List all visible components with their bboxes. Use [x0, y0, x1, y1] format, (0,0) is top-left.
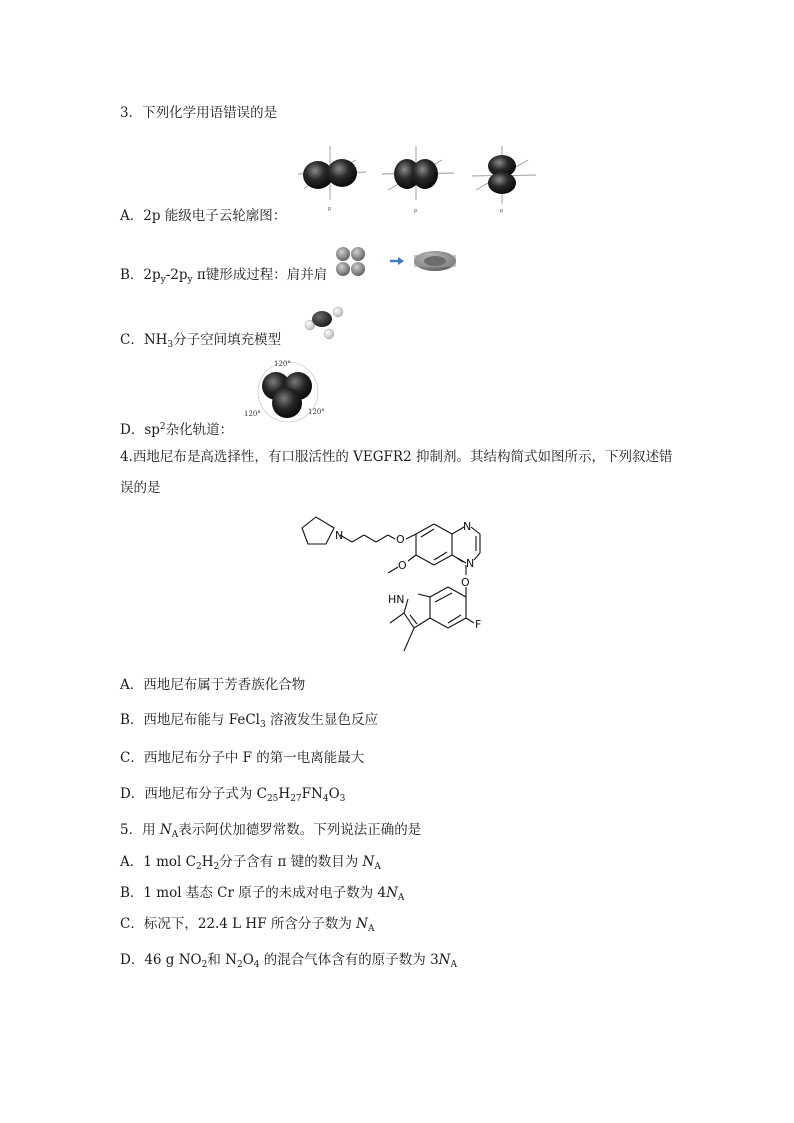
- q5-option-a-s2: 2: [213, 862, 220, 872]
- sp2-angle-left: 120°: [244, 410, 261, 418]
- q5-stem-sub: A: [171, 830, 179, 840]
- q3-stem: 3．下列化学用语错误的是: [120, 105, 278, 121]
- q3-option-d-prefix: D．sp: [120, 422, 160, 438]
- q4-option-d-prefix: D．西地尼布分子式为 C: [120, 786, 267, 802]
- p-orbital-figure: [290, 142, 546, 216]
- p-orbital-svg: [290, 142, 546, 216]
- mol-label-n3: N: [466, 557, 475, 570]
- svg-text:p: p: [414, 208, 418, 214]
- q3-option-c-suffix: 分子空间填充模型: [173, 332, 282, 348]
- mol-label-hn: HN: [388, 593, 405, 606]
- q4-option-d: [120, 785, 345, 803]
- q5-stem-prefix: 5．用: [120, 822, 160, 838]
- q5-option-b-sub: A: [397, 893, 405, 903]
- q4-stem-line2: 误的是: [120, 480, 161, 496]
- q4-option-c: C．西地尼布分子中 F 的第一电离能最大: [120, 750, 365, 766]
- pi-bond-figure: [334, 246, 464, 278]
- q5-option-b: [120, 884, 404, 902]
- mol-label-o2: O: [398, 559, 407, 572]
- sp2-orbital-figure: [240, 358, 330, 426]
- q5-option-d-prefix: D．46 g NO: [120, 952, 202, 968]
- svg-text:p: p: [328, 206, 332, 212]
- q5-option-d-mid: 和 N: [207, 952, 237, 968]
- q5-option-d: [120, 951, 457, 969]
- mol-label-n1: N: [335, 529, 344, 542]
- q4-option-d-m1: H: [278, 786, 291, 802]
- q5-option-d-s2: 2: [236, 960, 243, 970]
- q4-option-b-sub: 3: [259, 720, 266, 730]
- sp2-angle-right: 120°: [308, 408, 325, 416]
- q5-option-c-prefix: C．标况下，22.4 L HF 所含分子数为: [120, 916, 357, 932]
- q3-option-b-suffix: π键形成过程：肩并肩: [192, 267, 328, 283]
- q5-option-d-suffix: 的混合气体含有的原子数为 3: [259, 952, 439, 968]
- q4-option-d-s2: 27: [290, 794, 302, 804]
- q4-option-b-suffix: 溶液发生显色反应: [265, 712, 379, 728]
- q5-option-a-m1: H: [201, 854, 214, 870]
- q3-option-d-sup: 2: [159, 422, 166, 432]
- q5-option-c-n: N: [356, 916, 368, 932]
- q5-option-d-sub: A: [450, 960, 457, 970]
- q5-option-c-sub: A: [367, 924, 375, 934]
- q4-option-b-prefix: B．西地尼布能与 FeCl: [120, 712, 260, 728]
- q3-option-b-prefix: B．2p: [120, 267, 161, 283]
- q3-option-d: [120, 421, 233, 439]
- q5-option-b-prefix: B．1 mol 基态 Cr 原子的未成对电子数为 4: [120, 885, 387, 901]
- mol-label-o3: O: [461, 576, 470, 589]
- q4-stem-line1: 4.西地尼布是高选择性，有口服活性的 VEGFR2 抑制剂。其结构简式如图所示，下列叙述错: [120, 449, 673, 465]
- right-arrow-icon: [390, 257, 404, 265]
- q5-option-d-m2: O: [242, 952, 254, 968]
- q3-option-b-sub1: y: [160, 275, 166, 285]
- sp2-orbital-svg: [240, 358, 330, 426]
- q3-option-c-sub: 3: [167, 340, 174, 350]
- cediranib-svg: [300, 505, 510, 660]
- py-orbital: [382, 146, 454, 214]
- q5-option-a-s1: 2: [196, 862, 202, 872]
- mol-label-f: F: [475, 618, 482, 631]
- q4-option-d-m3: O: [328, 786, 340, 802]
- mol-label-o1: O: [396, 533, 405, 546]
- q3-option-d-suffix: 杂化轨道：: [165, 422, 234, 438]
- q3-option-c-prefix: C．NH: [120, 332, 168, 348]
- mol-label-n2: N: [463, 520, 472, 533]
- q4-option-d-m2: FN: [301, 786, 323, 802]
- px-orbital: [298, 146, 366, 212]
- q4-option-d-s4: 3: [339, 794, 346, 804]
- q4-option-a: A．西地尼布属于芳香族化合物: [120, 677, 306, 693]
- q3-option-a: [120, 207, 286, 225]
- svg-text:p: p: [500, 208, 504, 214]
- q5-option-a: [120, 853, 381, 871]
- pz-orbital: [472, 146, 536, 214]
- q5-stem: [120, 821, 421, 839]
- q5-stem-suffix: 表示阿伏加德罗常数。下列说法正确的是: [178, 822, 422, 838]
- q3-option-b-sub2: y: [187, 275, 193, 285]
- q5-option-a-prefix: A．1 mol C: [120, 854, 196, 870]
- q5-option-d-n: N: [438, 952, 451, 968]
- q5-option-d-s1: 2: [201, 960, 208, 970]
- q4-option-d-s1: 25: [266, 794, 279, 804]
- q4-option-b: [120, 711, 378, 729]
- q4-option-d-s3: 4: [322, 794, 329, 804]
- q3-option-b: [120, 266, 327, 284]
- sp2-angle-top: 120°: [274, 360, 291, 368]
- q5-stem-n: N: [159, 822, 172, 838]
- q3-option-a-text: A．2p 能级电子云轮廓图：: [120, 208, 287, 224]
- q5-option-d-s3: 4: [253, 960, 260, 970]
- cediranib-structure: [300, 505, 510, 660]
- q3-option-b-mid: -2p: [165, 267, 188, 283]
- q5-option-a-mid: 分子含有 π 键的数目为: [219, 854, 363, 870]
- pi-bond-svg: [334, 246, 464, 278]
- nh3-model-figure: [303, 304, 345, 340]
- q5-option-c: [120, 915, 374, 933]
- q5-option-a-n: N: [362, 854, 375, 870]
- q3-option-c: [120, 331, 281, 349]
- q5-option-b-n: N: [386, 885, 398, 901]
- nh3-model-svg: [303, 304, 345, 340]
- q5-option-a-sub: A: [374, 862, 381, 872]
